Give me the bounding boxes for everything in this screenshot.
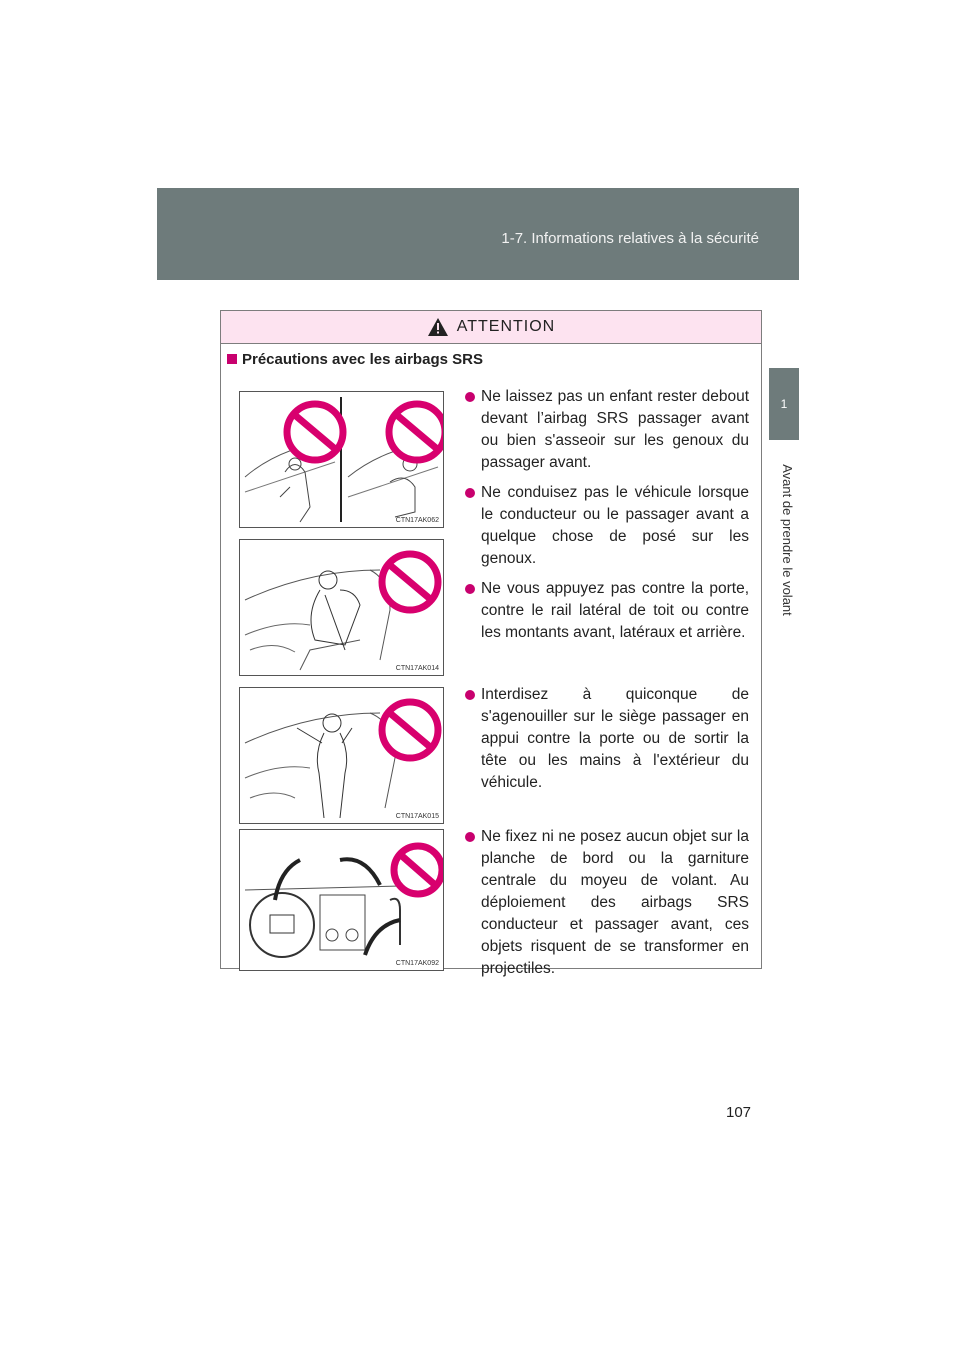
bullet-item: Ne vous appuyez pas contre la porte, contre le rail latéral de toit ou contre les montants avant, latéraux et arrière.	[465, 578, 749, 644]
illustration-objects-dashboard	[240, 830, 443, 970]
figure-leaning-door	[239, 539, 444, 676]
warning-triangle-icon	[427, 317, 449, 337]
chapter-title: Avant de prendre le volant	[780, 464, 795, 616]
bullet-group-2	[465, 684, 749, 802]
round-bullet-icon	[465, 584, 475, 594]
figure-code: CTN17AK014	[395, 665, 439, 672]
warning-box	[220, 310, 762, 977]
figure-child-standing	[239, 391, 444, 528]
page-number: 107	[726, 1104, 752, 1121]
bullet-group-3	[465, 826, 749, 988]
figure-objects-dashboard	[239, 829, 444, 971]
bullet-item: Ne laissez pas un enfant rester debout devant l’airbag SRS passager avant ou bien s'asseoir sur les genoux du passager avant.	[465, 386, 749, 474]
chapter-number: 1	[780, 397, 788, 411]
figure-kneeling-seat	[239, 687, 444, 824]
warning-header	[221, 311, 761, 344]
square-bullet-icon	[227, 354, 237, 364]
figure-code: CTN17AK062	[395, 517, 439, 524]
bullet-item: Interdisez à quiconque de s'agenouiller sur le siège passager en appui contre la porte ou de sortir la tête ou les mains à l'extérieur du véhicule.	[465, 684, 749, 794]
figure-code: CTN17AK092	[395, 960, 439, 967]
bullet-item: Ne conduisez pas le véhicule lorsque le conducteur ou le passager avant a quelque chose de posé sur les genoux.	[465, 482, 749, 570]
warning-section-title: Précautions avec les airbags SRS	[227, 351, 483, 368]
bullet-group-1	[465, 386, 749, 652]
round-bullet-icon	[465, 690, 475, 700]
round-bullet-icon	[465, 488, 475, 498]
bullet-item: Ne fixez ni ne posez aucun objet sur la planche de bord ou la garniture centrale du moyeu de volant. Au déploiement des airbags SRS conducteur et passager avant, ces objets risquent de se transformer en projectiles.	[465, 826, 749, 980]
illustration-leaning-door	[240, 540, 443, 675]
chapter-tab	[769, 368, 799, 440]
header-band	[157, 188, 799, 280]
section-title: 1-7. Informations relatives à la sécurité	[501, 230, 759, 247]
figure-code: CTN17AK015	[395, 813, 439, 820]
illustration-kneeling-seat	[240, 688, 443, 823]
warning-title: ATTENTION	[456, 318, 556, 335]
round-bullet-icon	[465, 392, 475, 402]
illustration-child-standing	[240, 392, 443, 527]
round-bullet-icon	[465, 832, 475, 842]
